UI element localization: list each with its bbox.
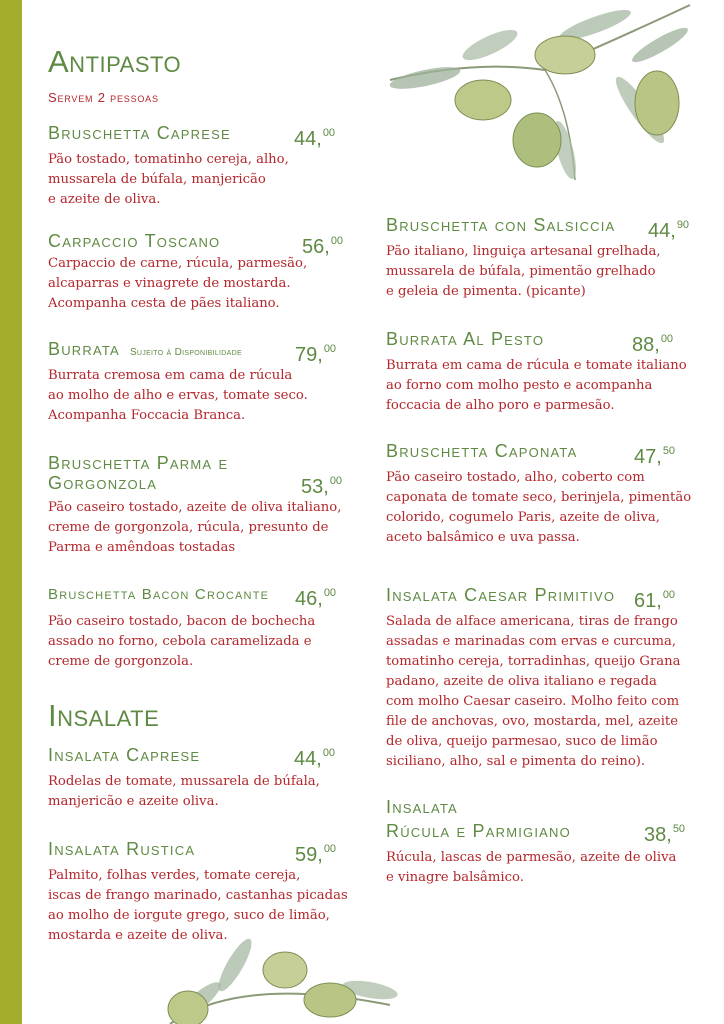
- menu-item-name: Carpaccio Toscano: [48, 231, 221, 251]
- menu-item-burrata: [48, 338, 348, 428]
- menu-item-price: 59,00: [295, 843, 337, 866]
- menu-item-price: 61,00: [634, 589, 676, 612]
- olive-branch-illustration: [385, 0, 705, 190]
- menu-item-name: Insalata Caprese: [48, 745, 201, 765]
- menu-item-bruschetta-parma-gorgonzola: [48, 452, 348, 562]
- menu-item-description: Rodelas de tomate, mussarela de búfala, manjericão e azeite oliva.: [48, 774, 320, 809]
- menu-item-price: 79,00: [295, 343, 337, 366]
- menu-item-price: 53,00: [301, 475, 343, 498]
- menu-item-insalata-rustica: [48, 838, 348, 948]
- section-subheading: Servem 2 pessoas: [48, 90, 159, 105]
- menu-item-name: Burrata Sujeito à Disponibilidade: [48, 339, 242, 359]
- menu-item-name: Bruschetta Caponata: [386, 441, 578, 461]
- olive-branch-bottom-illustration: [160, 935, 400, 1024]
- menu-item-name-line2: Gorgonzola: [48, 473, 158, 493]
- availability-note: Sujeito à Disponibilidade: [129, 347, 242, 358]
- menu-item-description: Pão caseiro tostado, bacon de bochecha assado no forno, cebola caramelizada e creme de gorgonzola.: [48, 614, 316, 669]
- menu-item-description: Burrata cremosa em cama de rúcula ao molho de alho e ervas, tomate seco. Acompanha Foccacia Branca.: [48, 368, 308, 423]
- menu-item-name: Bruschetta Caprese: [48, 123, 231, 143]
- menu-item-name: Burrata Al Pesto: [386, 329, 545, 349]
- menu-item-name-line1: Bruschetta Parma e: [48, 453, 229, 473]
- menu-item-insalata-caesar-primitivo: [386, 584, 706, 774]
- menu-item-price: 47,50: [634, 445, 676, 468]
- menu-item-description: Pão caseiro tostado, alho, coberto com caponata de tomate seco, berinjela, pimentão colorido, cogumelo Paris, azeite de oliva, aceto balsâmico e uva passa.: [386, 470, 692, 545]
- menu-item-burrata-al-pesto: [386, 328, 706, 418]
- menu-item-bruschetta-caprese: [48, 122, 348, 212]
- menu-item-price: 46,00: [295, 587, 337, 610]
- decorative-side-bar: [0, 0, 22, 1024]
- menu-item-description: Rúcula, lascas de parmesão, azeite de oliva e vinagre balsâmico.: [386, 850, 677, 885]
- menu-item-price: 38,50: [644, 823, 686, 846]
- menu-item-price: 44,00: [294, 747, 336, 770]
- menu-item-price: 88,00: [632, 333, 674, 356]
- menu-item-bruschetta-con-salsiccia: [386, 214, 706, 304]
- menu-item-description: Carpaccio de carne, rúcula, parmesão, alcaparras e vinagrete de mostarda. Acompanha cesta de pães italiano.: [48, 256, 308, 311]
- menu-item-price: 44,00: [294, 127, 336, 150]
- section-heading-antipasto: Antipasto: [48, 44, 182, 79]
- menu-item-description: Pão italiano, linguiça artesanal grelhada, mussarela de búfala, pimentão grelhado e geleia de pimenta. (picante): [386, 244, 661, 299]
- section-heading-insalate: Insalate: [48, 698, 160, 733]
- menu-item-bruschetta-caponata: [386, 440, 706, 550]
- menu-item-name-line2: Rúcula e Parmigiano: [386, 821, 571, 841]
- menu-item-name: Insalata Caesar Primitivo: [386, 585, 616, 605]
- menu-item-bruschetta-bacon-crocante: [48, 584, 348, 674]
- menu-item-carpaccio-toscano: [48, 230, 348, 320]
- menu-item-name: Insalata Rustica: [48, 839, 196, 859]
- menu-item-name-line1: Insalata: [386, 797, 458, 817]
- menu-item-name: Bruschetta Bacon Crocante: [48, 586, 270, 603]
- menu-item-description: Pão tostado, tomatinho cereja, alho, mussarela de búfala, manjericão e azeite de oliva.: [48, 152, 289, 207]
- menu-item-description: Salada de alface americana, tiras de frango assadas e marinadas com ervas e curcuma, tomatinho cereja, torradinhas, queijo Grana padano, azeite de oliva italiano e regada com molho Caesar caseiro. Molho feito com file de anchovas, ovo, mostarda, mel, azeite de oliva, queijo parmesao, suco de limão siciliano, alho, sal e pimenta do reino).: [386, 614, 681, 769]
- menu-item-price: 44,90: [648, 219, 690, 242]
- menu-item-insalata-caprese: [48, 744, 348, 814]
- menu-item-price: 56,00: [302, 235, 344, 258]
- menu-item-name: Bruschetta con Salsiccia: [386, 215, 616, 235]
- menu-item-description: Palmito, folhas verdes, tomate cereja, iscas de frango marinado, castanhas picadas ao molho de iorgute grego, suco de limão, mostarda e azeite de oliva.: [48, 868, 348, 943]
- menu-item-description: Pão caseiro tostado, azeite de oliva italiano, creme de gorgonzola, rúcula, presunto de Parma e amêndoas tostadas: [48, 500, 342, 555]
- menu-item-description: Burrata em cama de rúcula e tomate italiano ao forno com molho pesto e acompanha foccacia de alho poro e parmesão.: [386, 358, 687, 413]
- menu-item-insalata-rucula-parmigiano: [386, 796, 706, 896]
